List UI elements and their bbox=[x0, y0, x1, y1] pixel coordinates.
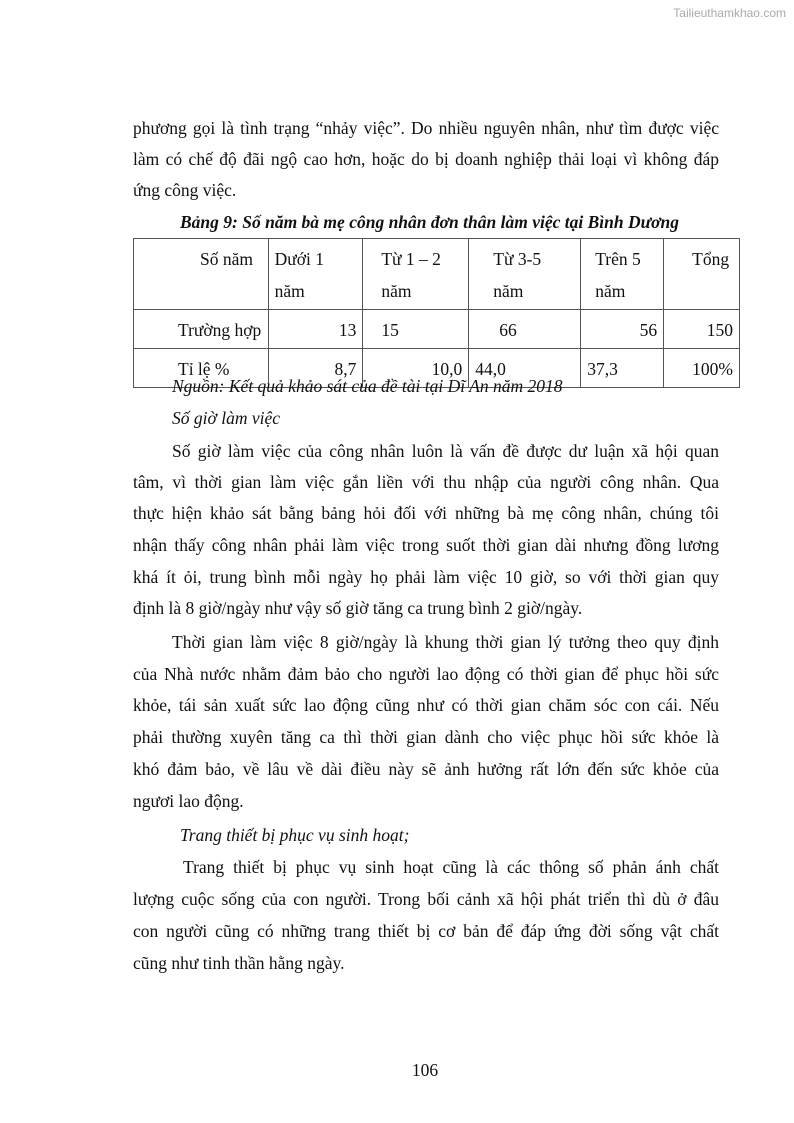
header-cell: Trên 5 năm bbox=[581, 239, 664, 310]
text-line: phải thường xuyên tăng ca thì thời gian dành cho việc phục hồi sức khỏe là bbox=[133, 727, 719, 747]
data-table bbox=[133, 238, 740, 388]
header-cell: Từ 3-5 năm bbox=[469, 239, 581, 310]
text-line: khó đảm bảo, về lâu về dài điều này sẽ ảnh hưởng rất lớn đến sức khỏe của bbox=[133, 759, 719, 779]
table-cell: 44,0 bbox=[469, 349, 581, 388]
section-heading: Trang thiết bị phục vụ sinh hoạt; bbox=[180, 825, 410, 845]
text-line: nhận thấy công nhân phải làm việc trong suốt thời gian dài nhưng đồng lương bbox=[133, 535, 719, 555]
header-cell: Số năm bbox=[134, 239, 269, 310]
text-line: phương gọi là tình trạng “nhảy việc”. Do nhiều nguyên nhân, như tìm được việc bbox=[133, 118, 719, 138]
text-line: định là 8 giờ/ngày như vậy số giờ tăng ca trung bình 2 giờ/ngày. bbox=[133, 598, 583, 618]
text-line: tâm, vì thời gian làm việc gắn liền với thu nhập của người công nhân. Qua bbox=[133, 472, 719, 492]
text-line: cũng như tinh thần hằng ngày. bbox=[133, 953, 345, 973]
text-line: của Nhà nước nhằm đảm bảo cho người lao động có thời gian để phục hồi sức bbox=[133, 664, 719, 684]
table-cell: 13 bbox=[268, 310, 363, 349]
table-source: Nguồn: Kết quả khảo sát của đề tài tại Dĩ An năm 2018 bbox=[172, 376, 563, 396]
text-line: ứng công việc. bbox=[133, 180, 237, 200]
watermark: Tailieuthamkhao.com bbox=[673, 6, 786, 20]
table-caption: Bảng 9: Số năm bà mẹ công nhân đơn thân làm việc tại Bình Dương bbox=[180, 212, 679, 232]
text-line: ngươi lao động. bbox=[133, 791, 244, 811]
text-line: lượng cuộc sống của con người. Trong bối cảnh xã hội phát triển thì dù ở đâu bbox=[133, 889, 719, 909]
text-line: Thời gian làm việc 8 giờ/ngày là khung thời gian lý tưởng theo quy định bbox=[172, 632, 719, 652]
text-line: Trang thiết bị phục vụ sinh hoạt cũng là các thông số phản ánh chất bbox=[183, 857, 719, 877]
table-row bbox=[134, 310, 740, 349]
table-cell: 8,7 bbox=[268, 349, 363, 388]
text-line: Số giờ làm việc của công nhân luôn là vấn đề được dư luận xã hội quan bbox=[172, 441, 719, 461]
row-label: Trường hợp bbox=[134, 310, 269, 349]
text-line: thực hiện khảo sát bằng bảng hỏi đối với những bà mẹ công nhân, chúng tôi bbox=[133, 503, 719, 523]
header-cell: Dưới 1 năm bbox=[268, 239, 363, 310]
table-cell: 10,0 bbox=[363, 349, 469, 388]
text-line: con người cũng có những trang thiết bị cơ bản để đáp ứng đời sống vật chất bbox=[133, 921, 719, 941]
table-cell: 37,3 bbox=[581, 349, 664, 388]
table-cell: 15 bbox=[363, 310, 469, 349]
row-label: Tỉ lệ % bbox=[134, 349, 269, 388]
header-cell: Từ 1 – 2 năm bbox=[363, 239, 469, 310]
table-cell: 150 bbox=[664, 310, 740, 349]
header-cell: Tổng bbox=[664, 239, 740, 310]
text-line: khá ít ỏi, trung bình mỗi ngày họ phải làm việc 10 giờ, so với thời gian quy bbox=[133, 567, 719, 587]
table-cell: 66 bbox=[469, 310, 581, 349]
table-cell: 56 bbox=[581, 310, 664, 349]
text-line: làm có chế độ đãi ngộ cao hơn, hoặc do bị doanh nghiệp thải loại vì không đáp bbox=[133, 149, 719, 169]
section-heading: Số giờ làm việc bbox=[172, 408, 280, 428]
page-number: 106 bbox=[411, 1060, 439, 1080]
text-line: khỏe, tái sản xuất sức lao động cũng như có thời gian chăm sóc con cái. Nếu bbox=[133, 695, 719, 715]
table-header-row bbox=[134, 239, 740, 310]
table-cell: 100% bbox=[664, 349, 740, 388]
